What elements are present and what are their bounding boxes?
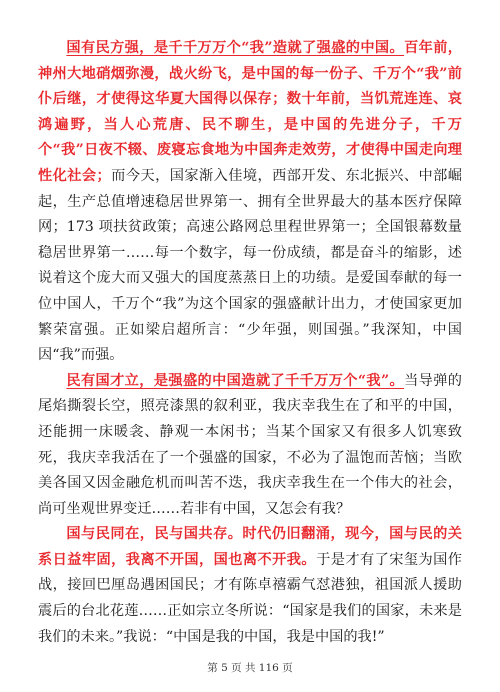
paragraph-text: 而今天，国家渐入佳境，西部开发、东北振兴、中部崛起，生产总值增速稳居世界第一、拥有全世界最大的基本医疗保障网；173 项扶贫政策；高速公路网总里程世界第一；全国银幕数量稳居世界第一……每一个数字，每一份成绩，都是奋斗的缩影，述说着这个庞大而又强大的国度蒸蒸日上的功绩。是爱国奉献的每一位中国人，千万个“我”为这个国家的强盛献计出力，才使国家更加繁荣富强。正如梁启超所言：“少年强，则国强。”我深知，中国因“我”而强。 <box>38 167 462 364</box>
highlighted-text: 民有国才立，是强盛的中国造就了千千万万个“我”。 <box>66 372 405 389</box>
highlighted-text: 百年前，神州大地硝烟弥漫，战火纷飞，是中国的每一份子、千万个“我”前仆后继，才使得这华夏大国得以保存；数十年前，当饥荒连连、哀鸿遍野，当人心荒唐、民不聊生，是中国的先进分子，千万个“我”日夜不辍、废寝忘食地为中国奔走效劳，才使得中国走向理性化社会； <box>38 40 462 184</box>
highlighted-text: 国与民同在，民与国共存。时代仍旧翻涌，现今，国与民的关系日益牢固，我离不开国，国也离不开我。 <box>38 526 462 568</box>
paragraph-text: 于是才有了宋玺为国作战，接回巴厘岛遇困国民；才有陈卓禧霸气怼港独，祖国派人援助震后的台北花莲……正如宗立冬所说：“国家是我们的国家，未来是我们的未来。”我说：“中国是我的中国，我是中国的我!” <box>38 551 462 645</box>
paragraph <box>38 369 462 523</box>
paragraph-text: 当导弹的尾焰撕裂长空，照亮漆黑的叙利亚，我庆幸我生在了和平的中国，还能拥一床暖衾、静观一本闲书；当某个国家又有很多人饥寒致死，我庆幸我活在了一个强盛的国家，不必为了温饱而苦恼；当欧美各国又因金融危机而叫苦不迭，我庆幸我生在一个伟大的社会，尚可坐观世界变迁……若非有中国，又怎会有我？ <box>38 372 462 517</box>
page-footer: 第 5 页 共 116 页 <box>207 662 293 674</box>
paragraph <box>38 522 462 650</box>
paragraph <box>38 36 462 369</box>
document-body <box>38 36 462 650</box>
highlighted-text: 国有民方强，是千千万万个“我”造就了强盛的中国。 <box>66 40 405 56</box>
